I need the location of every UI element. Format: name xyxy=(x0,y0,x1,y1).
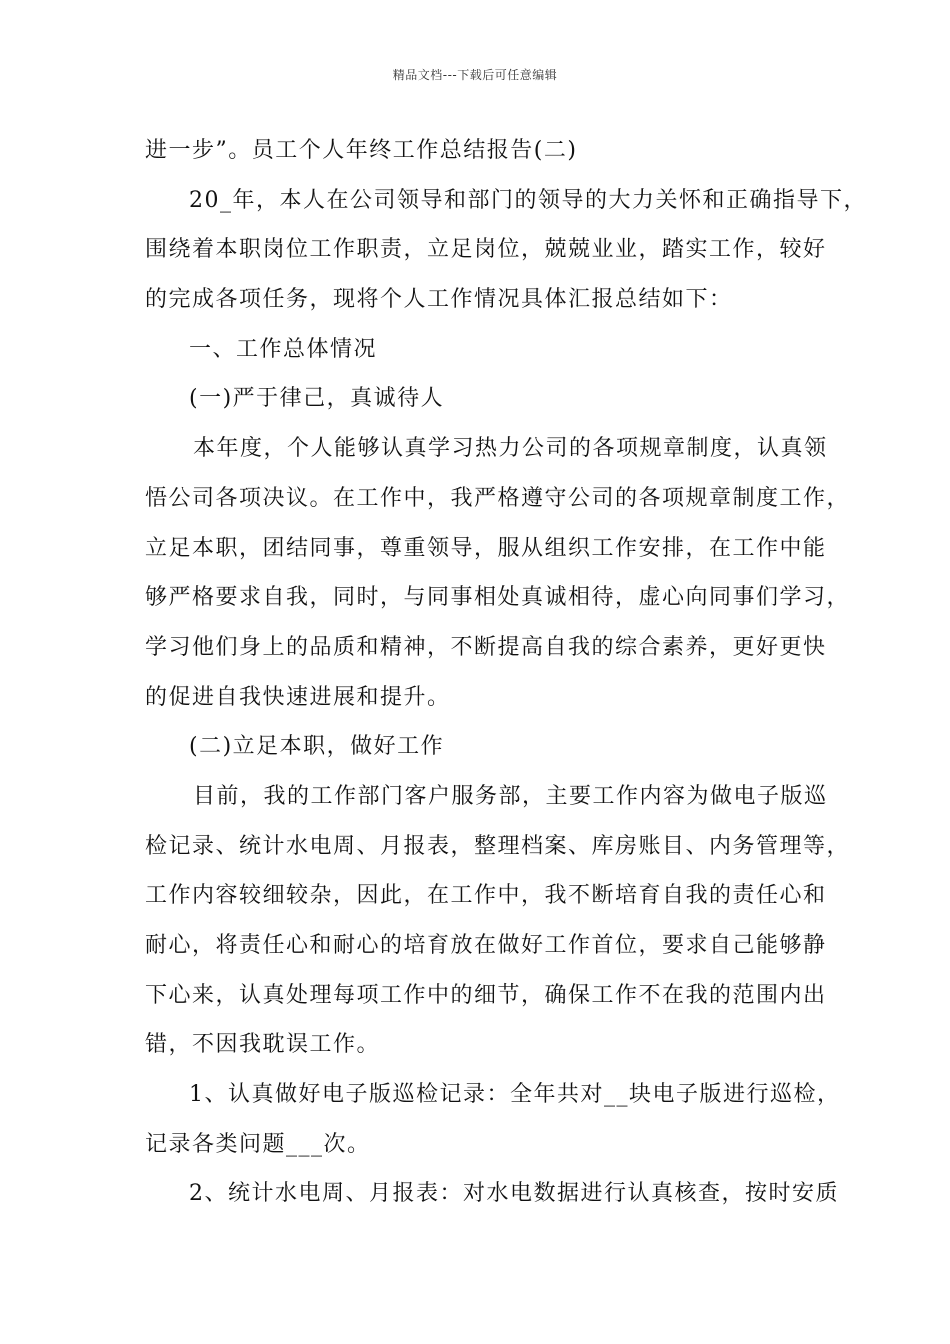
text-line: 的促进自我快速进展和提升。 xyxy=(145,684,451,710)
page-header: 精品文档---下载后可任意编辑 xyxy=(392,68,558,82)
text-line: 的完成各项任务，现将个人工作情况具体汇报总结如下： xyxy=(145,287,733,313)
text-line: 一、工作总体情况 xyxy=(189,336,378,362)
text-line: 工作内容较细较杂，因此，在工作中，我不断培育自我的责任心和 xyxy=(145,883,827,909)
text-line: 20_年，本人在公司领导和部门的领导的大力关怀和正确指导下， xyxy=(189,187,867,213)
text-line: 学习他们身上的品质和精神，不断提高自我的综合素养，更好更快 xyxy=(145,634,827,660)
text-line: 下心来，认真处理每项工作中的细节，确保工作不在我的范围内出 xyxy=(145,982,827,1008)
document-body xyxy=(145,126,867,1219)
text-line: 够严格要求自我，同时，与同事相处真诚相待，虚心向同事们学习， xyxy=(145,585,851,611)
text-line: 悟公司各项决议。在工作中，我严格遵守公司的各项规章制度工作， xyxy=(145,485,851,511)
text-line: 目前，我的工作部门客户服务部，主要工作内容为做电子版巡 xyxy=(193,783,828,809)
text-line: 进一步”。员工个人年终工作总结报告(二) xyxy=(145,138,578,163)
text-line: 1、认真做好电子版巡检记录：全年共对__块电子版进行巡检， xyxy=(189,1082,841,1108)
text-line: 围绕着本职岗位工作职责，立足岗位，兢兢业业，踏实工作，较好 xyxy=(145,237,827,263)
text-line: 本年度，个人能够认真学习热力公司的各项规章制度，认真领 xyxy=(193,436,828,462)
text-line: 立足本职，团结同事，尊重领导，服从组织工作安排，在工作中能 xyxy=(145,535,827,561)
text-line: (二)立足本职，做好工作 xyxy=(189,734,445,760)
text-line: 记录各类问题___次。 xyxy=(145,1131,371,1157)
text-line: 2、统计水电周、月报表：对水电数据进行认真核查，按时安质 xyxy=(189,1181,839,1207)
text-line: 检记录、统计水电周、月报表，整理档案、库房账目、内务管理等， xyxy=(145,833,851,859)
text-line: 耐心，将责任心和耐心的培育放在做好工作首位，要求自己能够静 xyxy=(145,933,827,958)
text-line: 错，不因我耽误工作。 xyxy=(145,1032,381,1058)
text-line: (一)严于律己，真诚待人 xyxy=(189,386,445,412)
